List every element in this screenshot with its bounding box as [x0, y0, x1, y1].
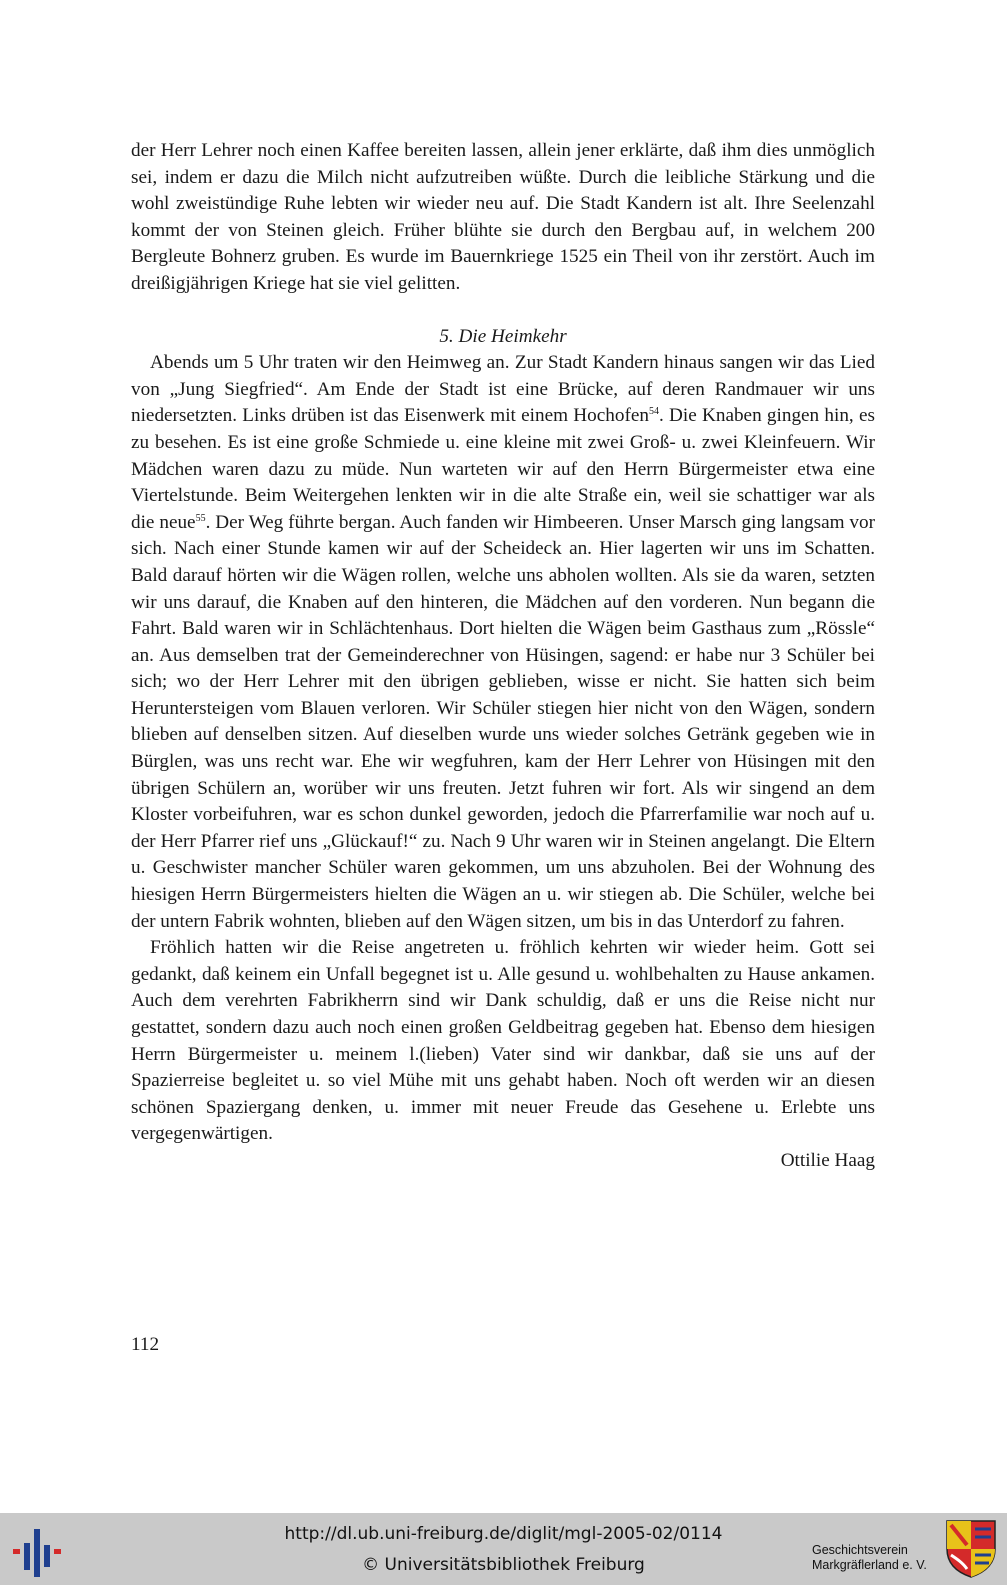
- coat-of-arms-icon: [945, 1519, 997, 1579]
- paragraph-2-part-a: Abends um 5 Uhr traten wir den Heimweg an. Zur Stadt Kandern hinaus sangen wir das Lied von „Jung Siegfried“. Am Ende der Stadt ist eine Brücke, auf deren Randmauer wir uns niedersetzten. Links drüben ist das Eisenwerk mit einem Hochofen: [131, 352, 875, 427]
- section-heading: 5. Die Heimkehr: [439, 325, 567, 347]
- society-name-line2: Markgräflerland e. V.: [812, 1558, 927, 1572]
- paragraph-2: [131, 350, 875, 935]
- society-name-line1: Geschichtsverein: [812, 1543, 908, 1557]
- footer-copyright: © Universitätsbibliothek Freiburg: [362, 1555, 645, 1575]
- footer-bar: [0, 1513, 1007, 1585]
- paragraph-2-part-c: . Der Weg führte bergan. Auch fanden wir Himbeeren. Unser Marsch ging langsam vor sich. Nach einer Stunde kamen wir auf der Scheideck an. Hier lagerten wir uns im Schatten. Bald darauf hörten wir die Wägen rollen, welche uns abholen wollten. Als sie da waren, setzten wir uns darauf, die Knaben auf den hinteren, die Mädchen auf den vorderen. Nun begann die Fahrt. Bald waren wir in Schlächtenhaus. Dort hielten die Wägen beim Gasthaus zum „Rössle“ an. Aus demselben trat der Gemeinderechner von Hüsingen, sagend: er habe nur 3 Schüler bei sich; wo der Herr Lehrer mit den übrigen geblieben, wisse er nicht. Sie hatten sich beim Heruntersteigen vom Blauen verloren. Wir Schüler stiegen hier nicht von den Wägen, sondern blieben auf denselben sitzen. Auf dieselben wurde uns wieder solches Getränk gegeben wie in Bürglen, was uns recht war. Ehe wir wegfuhren, kam der Herr Lehrer von Hüsingen mit den übrigen Schülern an, worüber wir uns freuten. Jetzt fuhren wir fort. Als wir singend an dem Kloster vorbeifuhren, war es schon dunkel geworden, jedoch die Pfarrerfamilie war noch auf u. der Herr Pfarrer rief uns „Glückauf!“ zu. Nach 9 Uhr waren wir in Steinen angelangt. Die Eltern u. Geschwister mancher Schüler waren gekommen, um uns abzuholen. Bei der Wohnung des hiesigen Herrn Bürgermeisters hielten die Wägen an u. wir stiegen ab. Die Schüler, welche bei der untern Fabrik wohnten, blieben auf den Wägen sitzen, um bis in das Unterdorf zu fahren.: [131, 511, 875, 932]
- society-name: [812, 1543, 942, 1573]
- signature: Ottilie Haag: [780, 1149, 875, 1171]
- paragraph-1: der Herr Lehrer noch einen Kaffee bereiten lassen, allein jener erklärte, daß ihm dies unmöglich sei, indem er dazu die Milch nicht aufzutreiben wüßte. Durch die leibliche Stärkung und die wohl zweistündige Ruhe lebten wir wieder neu auf. Die Stadt Kandern ist alt. Ihre Seelenzahl kommt der von Steinen gleich. Früher blühte sie durch den Bergbau auf, in welchem 200 Bergleute Bohnerz gruben. Es wurde im Bauernkriege 1525 ein Theil von ihr zerstört. Auch im dreißigjährigen Kriege hat sie viel gelitten.: [131, 140, 875, 294]
- page-number: 112: [131, 1334, 160, 1355]
- document-page: [131, 138, 875, 1175]
- footer-url-link[interactable]: http://dl.ub.uni-freiburg.de/diglit/mgl-2005-02/0114: [284, 1524, 723, 1544]
- paragraph-3: Fröhlich hatten wir die Reise angetreten u. fröhlich kehrten wir wieder heim. Gott sei gedankt, daß keinem ein Unfall begegnet ist u. Alle gesund u. wohlbehalten zu Hause ankamen. Auch dem verehrten Fabrikherrn sind wir Dank schuldig, daß er uns die Reise nicht nur gestattet, sondern dazu auch noch einen großen Geldbeitrag gegeben hat. Ebenso dem hiesigen Herrn Bürgermeister u. meinem l.(lieben) Vater sind wir dankbar, daß sie uns auf der Spazierreise begleitet u. so viel Mühe mit uns gehabt haben. Noch oft werden wir an diesen schönen Spaziergang denken, u. immer mit neuer Freude das Gesehene u. Erlebte uns vergegenwärtigen.: [131, 937, 875, 1145]
- paragraph-2-part-b: . Die Knaben gingen hin, es zu besehen. Es ist eine große Schmiede u. eine kleine mit zwei Groß- u. zwei Kleinfeuern. Wir Mädchen waren dazu zu müde. Nun warteten wir auf den Herrn Bürgermeister etwa eine Viertelstunde. Beim Weitergehen lenkten wir in die alte Straße ein, weil sie schattiger war als die neue: [131, 405, 875, 533]
- footnote-ref-55: 55: [195, 512, 206, 524]
- footnote-ref-54: 54: [648, 406, 659, 418]
